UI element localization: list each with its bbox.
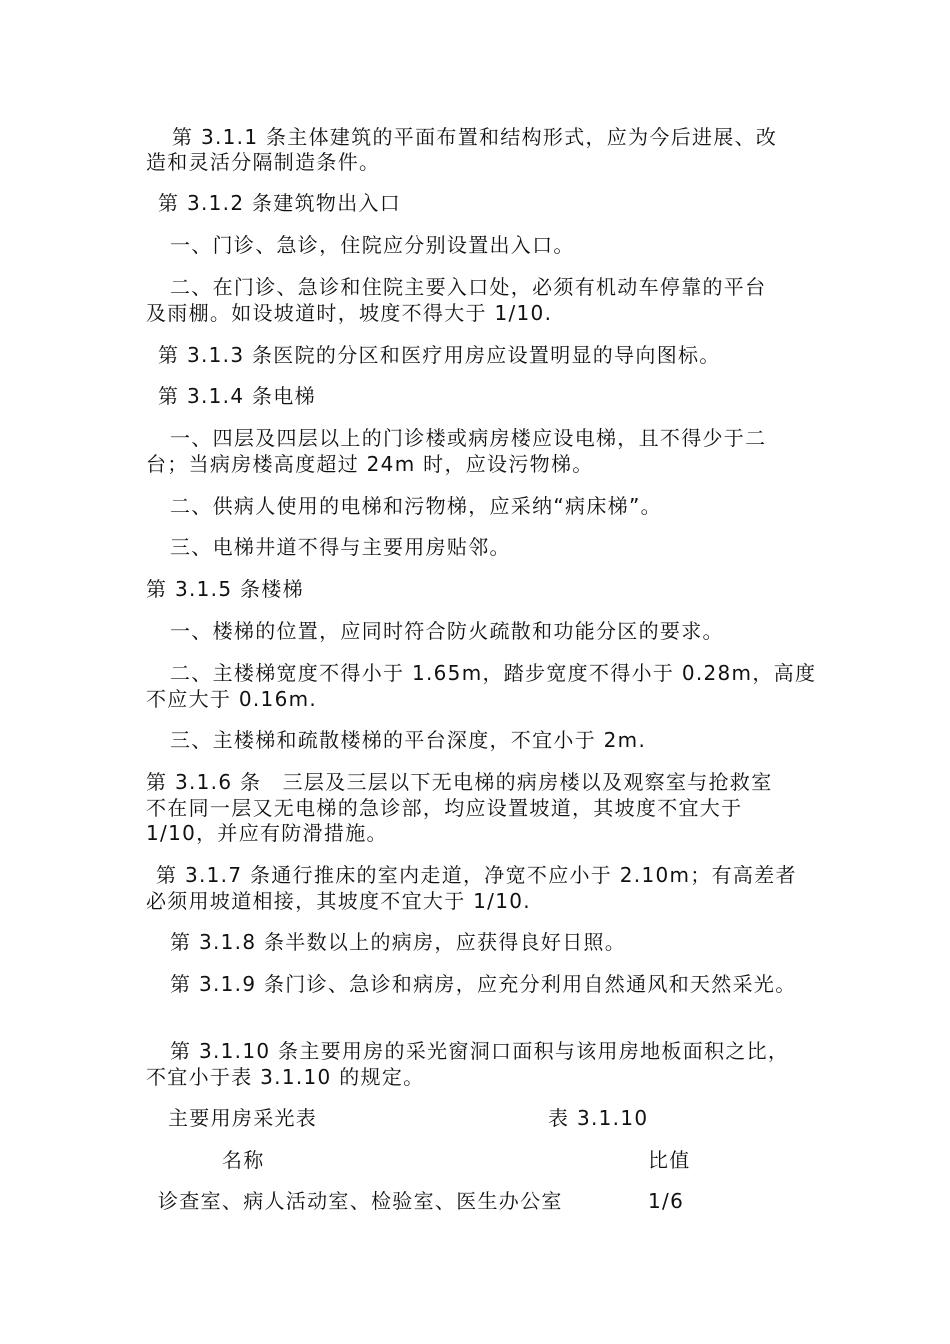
article-3-1-5-item-1: 一、楼梯的位置，应同时符合防火疏散和功能分区的要求。 bbox=[170, 619, 724, 643]
article-3-1-5-item-2-line-1: 二、主楼梯宽度不得小于 1.65m，踏步宽度不得小于 0.28m，高度 bbox=[170, 661, 817, 685]
article-3-1-5-item-2-line-2: 不应大于 0.16m. bbox=[146, 687, 318, 711]
article-3-1-10-line-1: 第 3.1.10 条主要用房的采光窗洞口面积与该用房地板面积之比， bbox=[170, 1039, 790, 1063]
article-3-1-6-line-1: 第 3.1.6 条 三层及三层以下无电梯的病房楼以及观察室与抢救室 bbox=[146, 770, 773, 794]
article-3-1-1-line-2: 造和灵活分隔制造条件。 bbox=[146, 150, 381, 174]
article-3-1-4-item-3: 三、电梯井道不得与主要用房贴邻。 bbox=[170, 535, 511, 559]
article-3-1-5-heading: 第 3.1.5 条楼梯 bbox=[146, 577, 304, 601]
article-3-1-7-line-2: 必须用坡道相接，其坡度不宜大于 1/10. bbox=[146, 889, 531, 913]
article-3-1-2-heading: 第 3.1.2 条建筑物出入口 bbox=[158, 191, 402, 215]
article-3-1-2-item-1: 一、门诊、急诊，住院应分别设置出入口。 bbox=[170, 233, 575, 257]
table-header-ratio: 比值 bbox=[648, 1148, 691, 1172]
table-header-name: 名称 bbox=[222, 1148, 265, 1172]
article-3-1-4-item-2: 二、供病人使用的电梯和污物梯，应采纳“病床梯”。 bbox=[170, 494, 662, 518]
table-title: 主要用房采光表 bbox=[168, 1106, 318, 1130]
article-3-1-1-line-1: 第 3.1.1 条主体建筑的平面布置和结构形式，应为今后进展、改 bbox=[172, 125, 778, 149]
article-3-1-10-line-2: 不宜小于表 3.1.10 的规定。 bbox=[146, 1065, 425, 1089]
article-3-1-4-item-1-line-1: 一、四层及四层以上的门诊楼或病房楼应设电梯，且不得少于二 bbox=[170, 426, 767, 450]
article-3-1-7-line-1: 第 3.1.7 条通行推床的室内走道，净宽不应小于 2.10m；有高差者 bbox=[156, 863, 797, 887]
article-3-1-6-line-2: 不在同一层又无电梯的急诊部，均应设置坡道，其坡度不宜大于 bbox=[146, 796, 743, 820]
article-3-1-3: 第 3.1.3 条医院的分区和医疗用房应设置明显的导向图标。 bbox=[158, 343, 721, 367]
table-cell-ratio: 1/6 bbox=[648, 1189, 685, 1213]
article-3-1-6-line-3: 1/10，并应有防滑措施。 bbox=[146, 821, 388, 845]
article-3-1-2-item-2-line-1: 二、在门诊、急诊和住院主要入口处，必须有机动车停靠的平台 bbox=[170, 275, 767, 299]
article-3-1-5-item-3: 三、主楼梯和疏散楼梯的平台深度，不宜小于 2m. bbox=[170, 728, 647, 752]
article-3-1-4-heading: 第 3.1.4 条电梯 bbox=[158, 384, 316, 408]
article-3-1-2-item-2-line-2: 及雨棚。如设坡道时，坡度不得大于 1/10. bbox=[146, 301, 553, 325]
table-cell-name: 诊查室、病人活动室、检验室、医生办公室 bbox=[158, 1189, 563, 1213]
table-number: 表 3.1.10 bbox=[548, 1106, 649, 1130]
article-3-1-4-item-1-line-2: 台；当病房楼高度超过 24m 时，应设污物梯。 bbox=[146, 452, 594, 476]
article-3-1-9: 第 3.1.9 条门诊、急诊和病房，应充分利用自然通风和天然采光。 bbox=[170, 972, 797, 996]
article-3-1-8: 第 3.1.8 条半数以上的病房，应获得良好日照。 bbox=[170, 930, 627, 954]
